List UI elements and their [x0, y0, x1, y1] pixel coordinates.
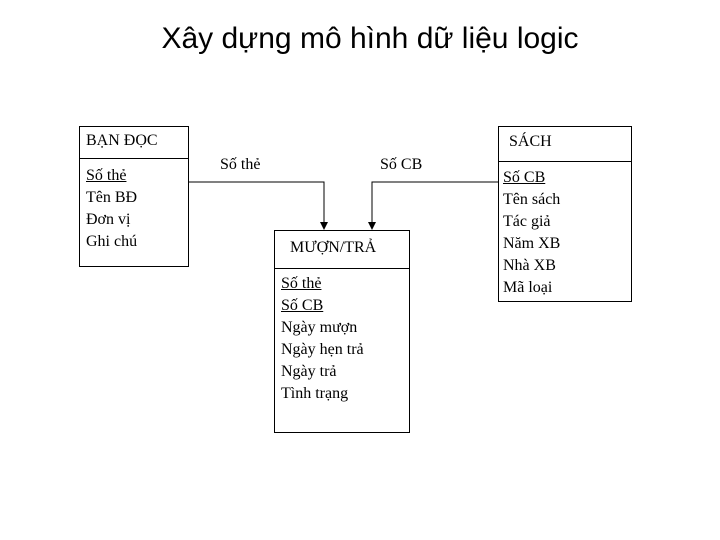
attribute-so-the: Số thẻ — [281, 275, 322, 292]
attribute-ghi-chu: Ghi chú — [86, 233, 138, 250]
entity-ban-doc-name: BẠN ĐỌC — [86, 132, 158, 149]
relationship-label-so-the: Số thẻ — [220, 156, 261, 173]
relationship-label-so-cb: Số CB — [380, 156, 423, 173]
page-title: Xây dựng mô hình dữ liệu logic — [161, 22, 579, 55]
attribute-nam-xb: Năm XB — [503, 235, 561, 252]
attribute-tinh-trang: Tình trạng — [281, 385, 349, 402]
attribute-nha-xb: Nhà XB — [503, 257, 556, 274]
arrowhead-so-cb — [368, 222, 376, 230]
attribute-tac-gia: Tác giả — [503, 213, 551, 230]
attribute-ten-sach: Tên sách — [503, 191, 561, 208]
attribute-ngay-muon: Ngày mượn — [281, 319, 358, 336]
attribute-ngay-tra: Ngày trả — [281, 363, 337, 380]
connector-sach-muon-tra — [372, 182, 498, 222]
entity-sach-name: SÁCH — [509, 133, 552, 150]
connector-ban-doc-muon-tra — [189, 182, 324, 222]
entity-muon-tra-name: MƯỢN/TRẢ — [290, 239, 377, 256]
attribute-ma-loai: Mã loại — [503, 279, 553, 296]
arrowhead-so-the — [320, 222, 328, 230]
attribute-ngay-hen-tra: Ngày hẹn trả — [281, 341, 364, 358]
attribute-so-the: Số thẻ — [86, 167, 127, 184]
attribute-ten-bd: Tên BĐ — [86, 189, 138, 206]
attribute-don-vi: Đơn vị — [86, 211, 131, 228]
attribute-so-cb: Số CB — [503, 169, 546, 186]
attribute-so-cb: Số CB — [281, 297, 324, 314]
